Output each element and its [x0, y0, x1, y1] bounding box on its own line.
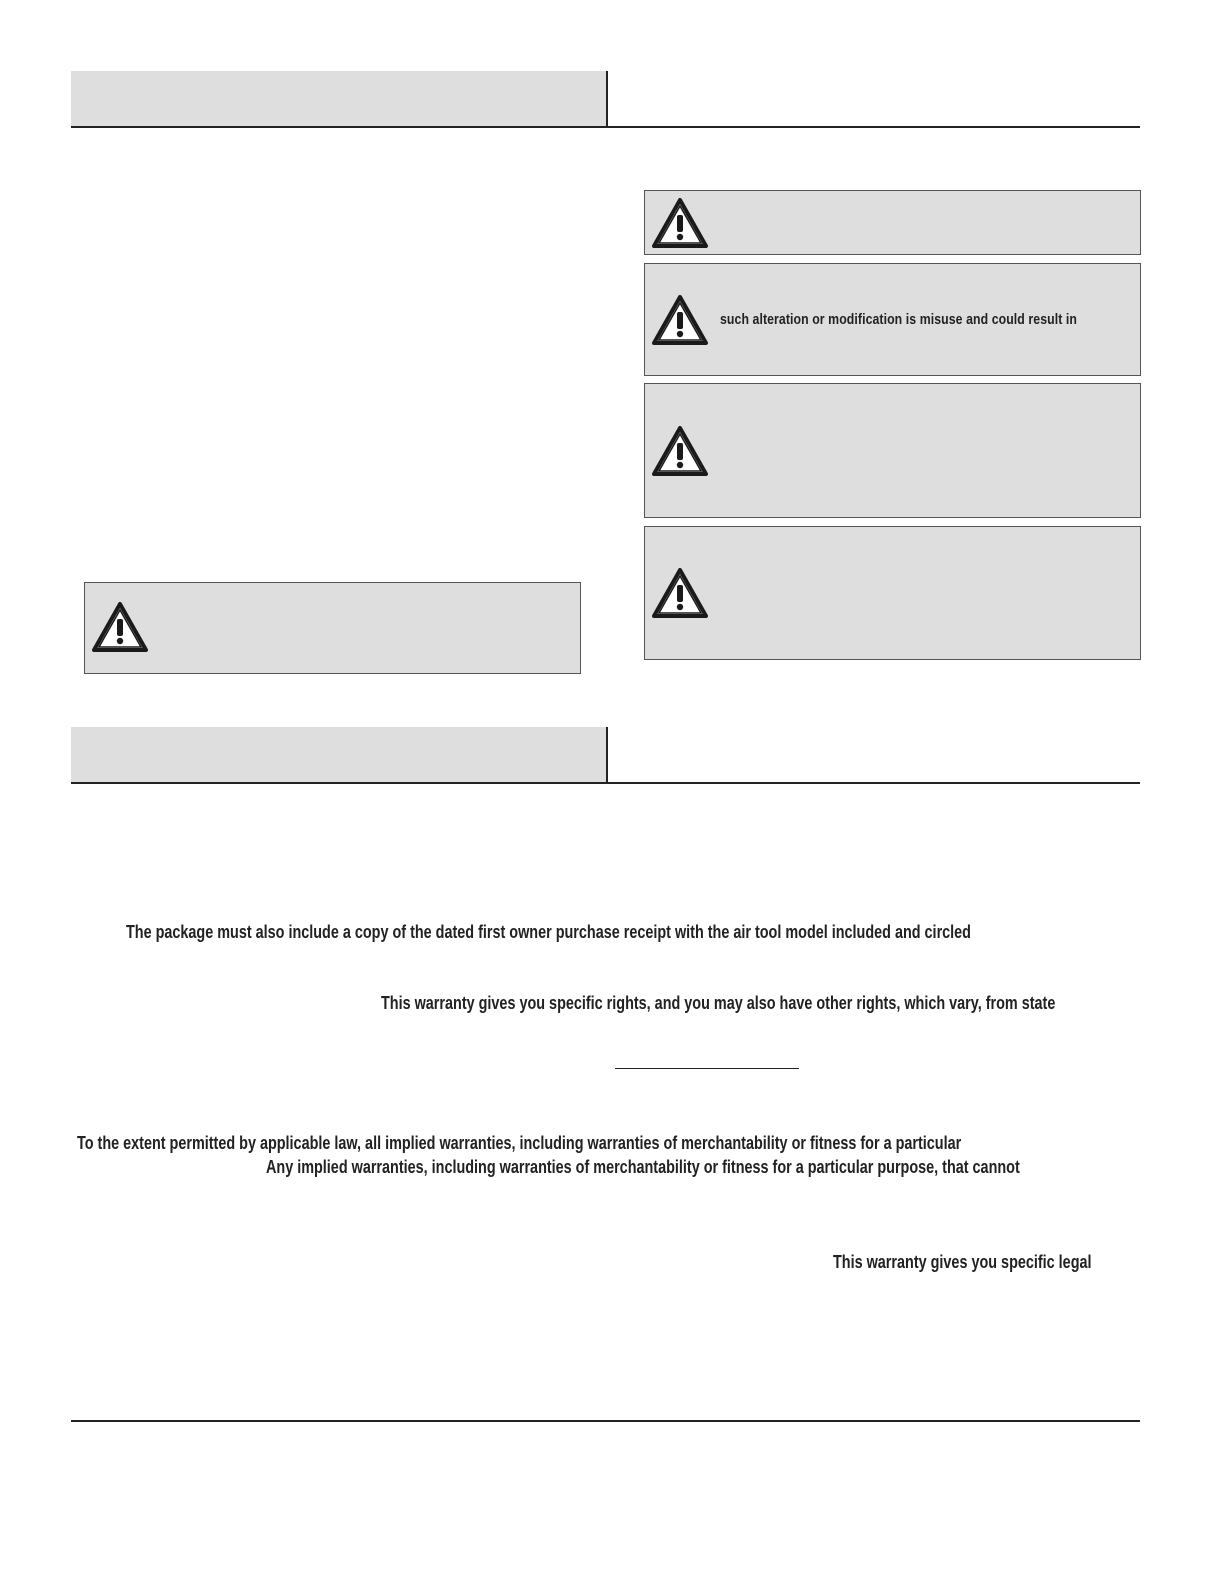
warning-triangle-icon — [651, 567, 709, 619]
warning-box-3 — [644, 383, 1141, 518]
section-title-tab-1 — [71, 71, 608, 126]
warning-triangle-icon — [651, 197, 709, 249]
section-title-tab-2 — [71, 727, 608, 782]
warranty-line-implied-2: Any implied warranties, including warranties of merchantability or fitness for a particular purpose, that cannot — [266, 1157, 1020, 1177]
footer-rule — [71, 1420, 1140, 1422]
warning-text-2: such alteration or modification is misuse and could result in — [720, 311, 1077, 328]
blank-underline — [615, 1068, 799, 1069]
section-header-2 — [71, 727, 1140, 784]
warning-box-2 — [644, 263, 1141, 376]
section-rule-2 — [71, 782, 1140, 784]
warning-box-1 — [644, 190, 1141, 255]
section-header-1 — [71, 71, 1140, 128]
section-rule-1 — [71, 126, 1140, 128]
warranty-line-legal: This warranty gives you specific legal — [833, 1252, 1092, 1272]
warning-triangle-icon — [91, 601, 149, 653]
warning-box-left — [84, 582, 581, 674]
warranty-line-implied-1: To the extent permitted by applicable law, all implied warranties, including warranties of merchantability or fitness for a particular — [77, 1133, 962, 1153]
warranty-line-receipt: The package must also include a copy of the dated first owner purchase receipt with the air tool model included and circled — [126, 922, 971, 942]
warranty-line-rights: This warranty gives you specific rights, and you may also have other rights, which vary, from state — [381, 993, 1056, 1013]
warning-triangle-icon — [651, 294, 709, 346]
warning-triangle-icon — [651, 425, 709, 477]
warning-box-4 — [644, 526, 1141, 660]
